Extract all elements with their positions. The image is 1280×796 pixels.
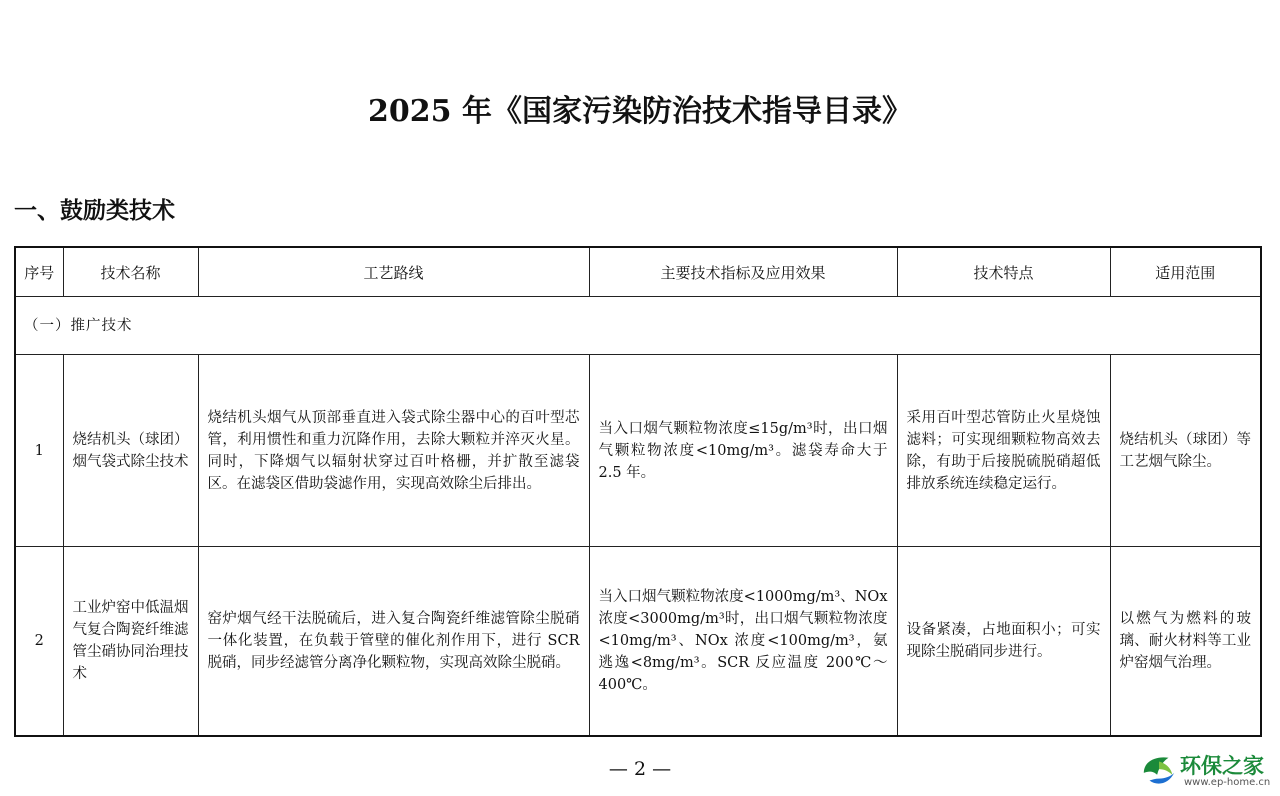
table-row (15, 355, 1261, 547)
row-features: 设备紧凑，占地面积小；可实现除尘脱硝同步进行。 (897, 547, 1110, 737)
watermark (1140, 750, 1276, 794)
page-number: — 2 — (608, 758, 672, 780)
row-process: 窑炉烟气经干法脱硫后，进入复合陶瓷纤维滤管除尘脱硝一体化装置，在负载于管壁的催化剂作用下，进行 SCR 脱硝，同步经滤管分离净化颗粒物，实现高效除尘脱硝。 (198, 547, 589, 737)
row-index: 2 (15, 547, 63, 737)
row-scope: 以燃气为燃料的玻璃、耐火材料等工业炉窑烟气治理。 (1110, 547, 1261, 737)
header-indicators: 主要技术指标及应用效果 (589, 247, 897, 297)
row-tech-name: 烧结机头（球团）烟气袋式除尘技术 (63, 355, 198, 547)
table-row (15, 547, 1261, 737)
row-tech-name: 工业炉窑中低温烟气复合陶瓷纤维滤管尘硝协同治理技术 (63, 547, 198, 737)
category-label: （一）推广技术 (15, 297, 1261, 355)
row-features: 采用百叶型芯管防止火星烧蚀滤料；可实现细颗粒物高效去除，有助于后接脱硫脱硝超低排放系统连续稳定运行。 (897, 355, 1110, 547)
row-indicators: 当入口烟气颗粒物浓度≤15g/m³时，出口烟气颗粒物浓度<10mg/m³。滤袋寿命大于 2.5 年。 (589, 355, 897, 547)
row-indicators: 当入口烟气颗粒物浓度<1000mg/m³、NOx 浓度<3000mg/m³时，出口烟气颗粒物浓度<10mg/m³、NOx 浓度<100mg/m³，氨逃逸<8mg/m³。SCR 反应温度 200℃～400℃。 (589, 547, 897, 737)
row-process: 烧结机头烟气从顶部垂直进入袋式除尘器中心的百叶型芯管，利用惯性和重力沉降作用，去除大颗粒并淬灭火星。同时，下降烟气以辐射状穿过百叶格栅，并扩散至滤袋区。在滤袋区借助袋滤作用，实现高效除尘后排出。 (198, 355, 589, 547)
header-name: 技术名称 (63, 247, 198, 297)
table-header-row (15, 247, 1261, 297)
header-scope: 适用范围 (1110, 247, 1261, 297)
row-index: 1 (15, 355, 63, 547)
technology-table (14, 246, 1262, 737)
row-scope: 烧结机头（球团）等工艺烟气除尘。 (1110, 355, 1261, 547)
leaf-logo-icon (1140, 752, 1178, 790)
category-row (15, 297, 1261, 355)
watermark-url: www.ep-home.cn (1184, 777, 1271, 788)
header-process: 工艺路线 (198, 247, 589, 297)
header-features: 技术特点 (897, 247, 1110, 297)
watermark-brand: 环保之家 (1180, 754, 1264, 778)
header-index: 序号 (15, 247, 63, 297)
section-heading: 一、鼓励类技术 (14, 198, 175, 224)
document-title: 2025 年《国家污染防治技术指导目录》 (368, 94, 912, 129)
